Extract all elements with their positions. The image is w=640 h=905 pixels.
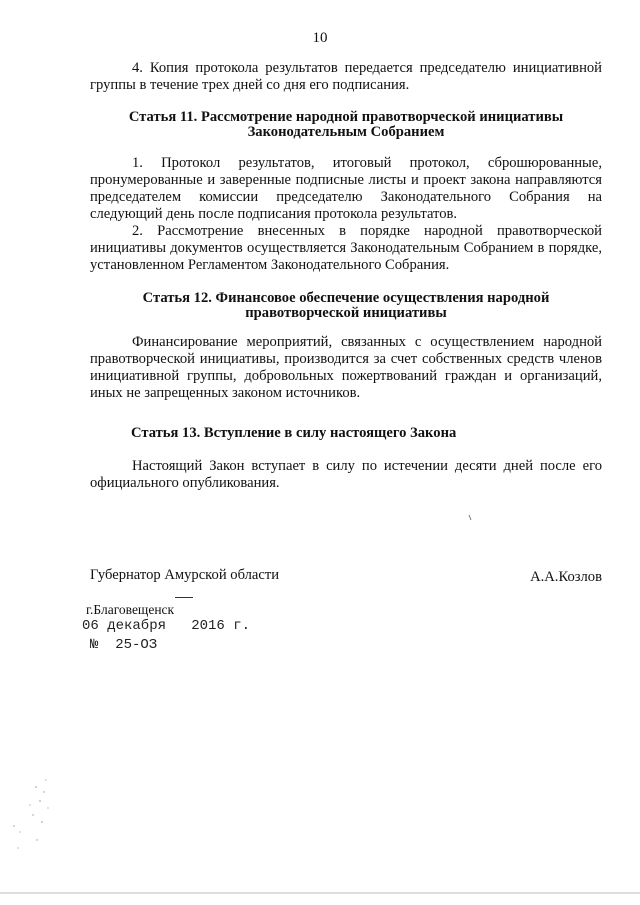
article-12-paragraph-1: Финансирование мероприятий, связанных с осуществлением народной правотворческой инициативы, производится за счет собственных средств членов инициативной группы, добровольных пожертвований граждан и организаций, иных не запрещенных законом источников.: [90, 334, 602, 401]
governor-name: А.А.Козлов: [530, 569, 602, 585]
governor-position: Губернатор Амурской области: [90, 567, 280, 583]
article-11-title-line2: Законодательным Собранием: [247, 124, 445, 140]
stamp-date: 06 декабря 2016 г.: [82, 618, 251, 634]
article-11-paragraph-1: 1. Протокол результатов, итоговый протокол, сброшюрованные, пронумерованные и заверенные подписные листы и проект закона направляются председателем комиссии председателю Законодательного Собрания на следующий день после подписания протокола результатов.: [90, 155, 602, 222]
stamp-number: № 25-ОЗ: [90, 637, 158, 653]
stamp-city: г.Благовещенск: [86, 602, 175, 617]
paragraph-copy-protocol: 4. Копия протокола результатов передается председателю инициативной группы в течение трех дней со дня его подписания.: [90, 60, 602, 93]
article-13-title: Статья 13. Вступление в силу настоящего Закона: [131, 425, 457, 441]
article-12-title-line2: правотворческой инициативы: [245, 305, 447, 321]
page-number: 10: [312, 30, 328, 46]
article-11-title-line1: Статья 11. Рассмотрение народной правотворческой инициативы: [128, 109, 564, 125]
article-12-title-line1: Статья 12. Финансовое обеспечение осуществления народной: [142, 290, 550, 306]
article-11-paragraph-2: 2. Рассмотрение внесенных в порядке народной правотворческой инициативы документов осуществляется Законодательным Собранием в порядке, установленном Регламентом Законодательного Собрания.: [90, 223, 602, 273]
article-13-paragraph-1: Настоящий Закон вступает в силу по истечении десяти дней после его официального опубликования.: [90, 458, 602, 491]
